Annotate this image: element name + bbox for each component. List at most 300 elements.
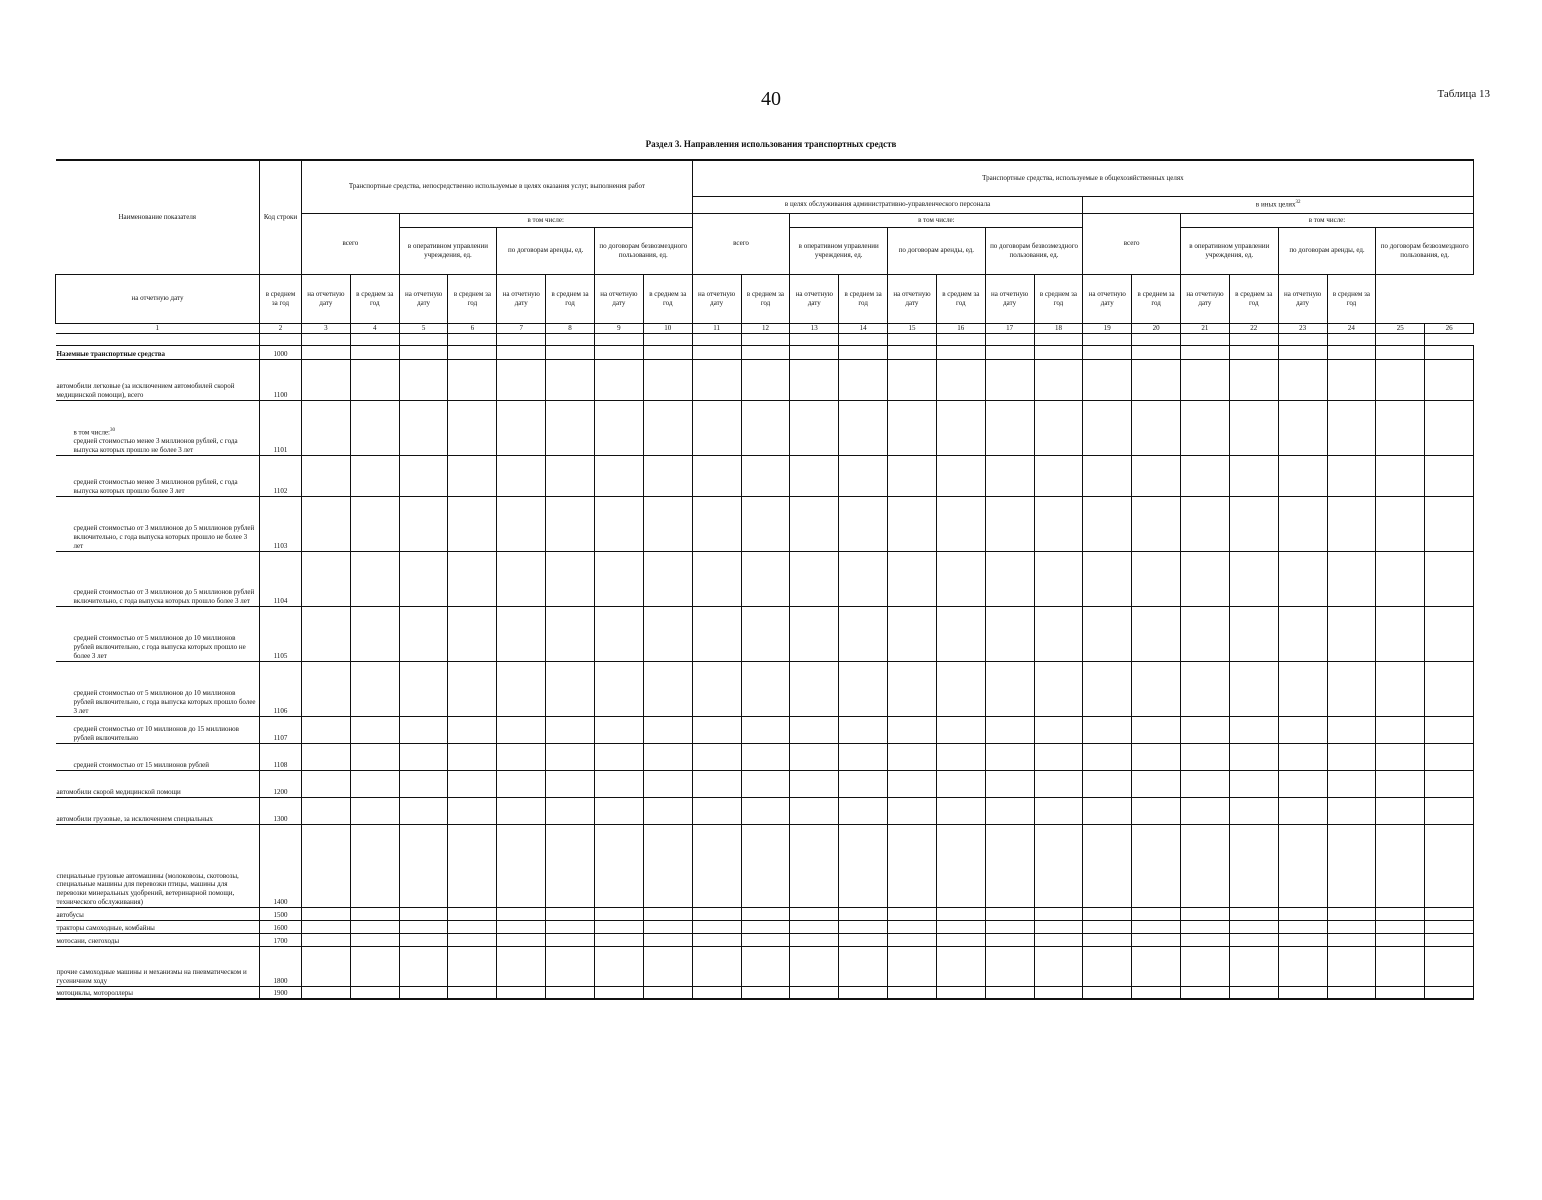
value-cell[interactable] bbox=[1034, 770, 1083, 797]
value-cell[interactable] bbox=[1376, 359, 1425, 400]
value-cell[interactable] bbox=[790, 496, 839, 551]
value-cell[interactable] bbox=[985, 455, 1034, 496]
value-cell[interactable] bbox=[350, 661, 399, 716]
value-cell[interactable] bbox=[888, 946, 937, 986]
value-cell[interactable] bbox=[1327, 933, 1376, 946]
value-cell[interactable] bbox=[985, 359, 1034, 400]
value-cell[interactable] bbox=[497, 907, 546, 920]
value-cell[interactable] bbox=[888, 743, 937, 770]
value-cell[interactable] bbox=[302, 606, 351, 661]
value-cell[interactable] bbox=[643, 770, 692, 797]
value-cell[interactable] bbox=[839, 933, 888, 946]
value-cell[interactable] bbox=[643, 400, 692, 455]
value-cell[interactable] bbox=[497, 920, 546, 933]
value-cell[interactable] bbox=[546, 946, 595, 986]
value-cell[interactable] bbox=[546, 400, 595, 455]
value-cell[interactable] bbox=[399, 907, 448, 920]
value-cell[interactable] bbox=[497, 743, 546, 770]
value-cell[interactable] bbox=[594, 400, 643, 455]
value-cell[interactable] bbox=[1034, 907, 1083, 920]
value-cell[interactable] bbox=[888, 455, 937, 496]
value-cell[interactable] bbox=[985, 496, 1034, 551]
value-cell[interactable] bbox=[1376, 496, 1425, 551]
value-cell[interactable] bbox=[790, 345, 839, 359]
value-cell[interactable] bbox=[643, 551, 692, 606]
value-cell[interactable] bbox=[839, 661, 888, 716]
value-cell[interactable] bbox=[399, 743, 448, 770]
value-cell[interactable] bbox=[741, 907, 790, 920]
value-cell[interactable] bbox=[1181, 551, 1230, 606]
value-cell[interactable] bbox=[1376, 743, 1425, 770]
value-cell[interactable] bbox=[1327, 986, 1376, 999]
value-cell[interactable] bbox=[1181, 716, 1230, 743]
value-cell[interactable] bbox=[546, 606, 595, 661]
value-cell[interactable] bbox=[741, 743, 790, 770]
value-cell[interactable] bbox=[936, 770, 985, 797]
value-cell[interactable] bbox=[1083, 933, 1132, 946]
value-cell[interactable] bbox=[497, 946, 546, 986]
value-cell[interactable] bbox=[1181, 455, 1230, 496]
value-cell[interactable] bbox=[546, 920, 595, 933]
value-cell[interactable] bbox=[1425, 455, 1474, 496]
value-cell[interactable] bbox=[839, 770, 888, 797]
value-cell[interactable] bbox=[936, 455, 985, 496]
value-cell[interactable] bbox=[1425, 743, 1474, 770]
value-cell[interactable] bbox=[1327, 770, 1376, 797]
value-cell[interactable] bbox=[985, 920, 1034, 933]
value-cell[interactable] bbox=[448, 400, 497, 455]
value-cell[interactable] bbox=[1181, 345, 1230, 359]
value-cell[interactable] bbox=[741, 345, 790, 359]
value-cell[interactable] bbox=[741, 661, 790, 716]
value-cell[interactable] bbox=[1278, 551, 1327, 606]
value-cell[interactable] bbox=[790, 920, 839, 933]
value-cell[interactable] bbox=[888, 400, 937, 455]
value-cell[interactable] bbox=[692, 551, 741, 606]
value-cell[interactable] bbox=[1181, 824, 1230, 907]
value-cell[interactable] bbox=[497, 986, 546, 999]
value-cell[interactable] bbox=[546, 907, 595, 920]
value-cell[interactable] bbox=[1229, 716, 1278, 743]
value-cell[interactable] bbox=[888, 496, 937, 551]
value-cell[interactable] bbox=[692, 770, 741, 797]
value-cell[interactable] bbox=[790, 770, 839, 797]
value-cell[interactable] bbox=[985, 345, 1034, 359]
value-cell[interactable] bbox=[546, 933, 595, 946]
value-cell[interactable] bbox=[1327, 359, 1376, 400]
value-cell[interactable] bbox=[350, 933, 399, 946]
value-cell[interactable] bbox=[1034, 455, 1083, 496]
value-cell[interactable] bbox=[302, 743, 351, 770]
value-cell[interactable] bbox=[399, 933, 448, 946]
value-cell[interactable] bbox=[888, 661, 937, 716]
value-cell[interactable] bbox=[1181, 933, 1230, 946]
value-cell[interactable] bbox=[497, 400, 546, 455]
value-cell[interactable] bbox=[302, 770, 351, 797]
value-cell[interactable] bbox=[302, 824, 351, 907]
value-cell[interactable] bbox=[1034, 933, 1083, 946]
value-cell[interactable] bbox=[1229, 920, 1278, 933]
value-cell[interactable] bbox=[839, 824, 888, 907]
value-cell[interactable] bbox=[594, 551, 643, 606]
value-cell[interactable] bbox=[1034, 797, 1083, 824]
value-cell[interactable] bbox=[350, 606, 399, 661]
value-cell[interactable] bbox=[643, 455, 692, 496]
value-cell[interactable] bbox=[985, 743, 1034, 770]
value-cell[interactable] bbox=[790, 797, 839, 824]
value-cell[interactable] bbox=[1034, 551, 1083, 606]
value-cell[interactable] bbox=[350, 907, 399, 920]
value-cell[interactable] bbox=[594, 606, 643, 661]
value-cell[interactable] bbox=[546, 716, 595, 743]
value-cell[interactable] bbox=[643, 824, 692, 907]
value-cell[interactable] bbox=[1425, 716, 1474, 743]
value-cell[interactable] bbox=[546, 986, 595, 999]
value-cell[interactable] bbox=[350, 797, 399, 824]
value-cell[interactable] bbox=[497, 661, 546, 716]
value-cell[interactable] bbox=[399, 400, 448, 455]
value-cell[interactable] bbox=[839, 946, 888, 986]
value-cell[interactable] bbox=[1327, 400, 1376, 455]
value-cell[interactable] bbox=[985, 661, 1034, 716]
value-cell[interactable] bbox=[1376, 606, 1425, 661]
value-cell[interactable] bbox=[790, 551, 839, 606]
value-cell[interactable] bbox=[302, 920, 351, 933]
value-cell[interactable] bbox=[790, 933, 839, 946]
value-cell[interactable] bbox=[1132, 345, 1181, 359]
value-cell[interactable] bbox=[985, 824, 1034, 907]
value-cell[interactable] bbox=[643, 716, 692, 743]
value-cell[interactable] bbox=[888, 345, 937, 359]
value-cell[interactable] bbox=[692, 824, 741, 907]
value-cell[interactable] bbox=[1278, 716, 1327, 743]
value-cell[interactable] bbox=[302, 551, 351, 606]
value-cell[interactable] bbox=[1034, 661, 1083, 716]
value-cell[interactable] bbox=[643, 606, 692, 661]
value-cell[interactable] bbox=[399, 455, 448, 496]
value-cell[interactable] bbox=[1278, 455, 1327, 496]
value-cell[interactable] bbox=[1278, 986, 1327, 999]
value-cell[interactable] bbox=[448, 986, 497, 999]
value-cell[interactable] bbox=[302, 946, 351, 986]
value-cell[interactable] bbox=[546, 661, 595, 716]
value-cell[interactable] bbox=[302, 716, 351, 743]
value-cell[interactable] bbox=[1132, 920, 1181, 933]
value-cell[interactable] bbox=[1278, 824, 1327, 907]
value-cell[interactable] bbox=[399, 661, 448, 716]
value-cell[interactable] bbox=[1083, 716, 1132, 743]
value-cell[interactable] bbox=[546, 743, 595, 770]
value-cell[interactable] bbox=[936, 551, 985, 606]
value-cell[interactable] bbox=[497, 496, 546, 551]
value-cell[interactable] bbox=[1425, 933, 1474, 946]
value-cell[interactable] bbox=[302, 496, 351, 551]
value-cell[interactable] bbox=[692, 345, 741, 359]
value-cell[interactable] bbox=[643, 661, 692, 716]
value-cell[interactable] bbox=[594, 920, 643, 933]
value-cell[interactable] bbox=[497, 716, 546, 743]
value-cell[interactable] bbox=[1278, 907, 1327, 920]
value-cell[interactable] bbox=[1083, 400, 1132, 455]
value-cell[interactable] bbox=[594, 661, 643, 716]
value-cell[interactable] bbox=[936, 907, 985, 920]
value-cell[interactable] bbox=[448, 920, 497, 933]
value-cell[interactable] bbox=[350, 824, 399, 907]
value-cell[interactable] bbox=[448, 716, 497, 743]
value-cell[interactable] bbox=[985, 770, 1034, 797]
value-cell[interactable] bbox=[1376, 400, 1425, 455]
value-cell[interactable] bbox=[1376, 946, 1425, 986]
value-cell[interactable] bbox=[1425, 946, 1474, 986]
value-cell[interactable] bbox=[350, 770, 399, 797]
value-cell[interactable] bbox=[1034, 824, 1083, 907]
value-cell[interactable] bbox=[643, 920, 692, 933]
value-cell[interactable] bbox=[350, 455, 399, 496]
value-cell[interactable] bbox=[1327, 824, 1376, 907]
value-cell[interactable] bbox=[546, 797, 595, 824]
value-cell[interactable] bbox=[399, 770, 448, 797]
value-cell[interactable] bbox=[1425, 986, 1474, 999]
value-cell[interactable] bbox=[1327, 946, 1376, 986]
value-cell[interactable] bbox=[985, 986, 1034, 999]
value-cell[interactable] bbox=[1132, 716, 1181, 743]
value-cell[interactable] bbox=[1034, 345, 1083, 359]
value-cell[interactable] bbox=[546, 496, 595, 551]
value-cell[interactable] bbox=[1278, 933, 1327, 946]
value-cell[interactable] bbox=[1132, 986, 1181, 999]
value-cell[interactable] bbox=[1132, 359, 1181, 400]
value-cell[interactable] bbox=[1425, 345, 1474, 359]
value-cell[interactable] bbox=[1229, 551, 1278, 606]
value-cell[interactable] bbox=[643, 743, 692, 770]
value-cell[interactable] bbox=[1132, 933, 1181, 946]
value-cell[interactable] bbox=[594, 824, 643, 907]
value-cell[interactable] bbox=[1034, 496, 1083, 551]
value-cell[interactable] bbox=[546, 359, 595, 400]
value-cell[interactable] bbox=[1229, 743, 1278, 770]
value-cell[interactable] bbox=[594, 743, 643, 770]
value-cell[interactable] bbox=[302, 455, 351, 496]
value-cell[interactable] bbox=[1083, 661, 1132, 716]
value-cell[interactable] bbox=[497, 551, 546, 606]
value-cell[interactable] bbox=[936, 606, 985, 661]
value-cell[interactable] bbox=[399, 359, 448, 400]
value-cell[interactable] bbox=[1327, 661, 1376, 716]
value-cell[interactable] bbox=[399, 946, 448, 986]
value-cell[interactable] bbox=[1083, 551, 1132, 606]
value-cell[interactable] bbox=[1376, 824, 1425, 907]
value-cell[interactable] bbox=[1132, 824, 1181, 907]
value-cell[interactable] bbox=[692, 797, 741, 824]
value-cell[interactable] bbox=[1376, 716, 1425, 743]
value-cell[interactable] bbox=[936, 400, 985, 455]
value-cell[interactable] bbox=[1083, 907, 1132, 920]
value-cell[interactable] bbox=[546, 551, 595, 606]
value-cell[interactable] bbox=[497, 933, 546, 946]
value-cell[interactable] bbox=[1083, 743, 1132, 770]
value-cell[interactable] bbox=[839, 797, 888, 824]
value-cell[interactable] bbox=[350, 946, 399, 986]
value-cell[interactable] bbox=[1327, 797, 1376, 824]
value-cell[interactable] bbox=[692, 661, 741, 716]
value-cell[interactable] bbox=[741, 606, 790, 661]
value-cell[interactable] bbox=[1425, 797, 1474, 824]
value-cell[interactable] bbox=[692, 743, 741, 770]
value-cell[interactable] bbox=[399, 716, 448, 743]
value-cell[interactable] bbox=[936, 986, 985, 999]
value-cell[interactable] bbox=[643, 986, 692, 999]
value-cell[interactable] bbox=[448, 743, 497, 770]
value-cell[interactable] bbox=[692, 455, 741, 496]
value-cell[interactable] bbox=[741, 496, 790, 551]
value-cell[interactable] bbox=[594, 770, 643, 797]
value-cell[interactable] bbox=[399, 797, 448, 824]
value-cell[interactable] bbox=[350, 359, 399, 400]
value-cell[interactable] bbox=[643, 907, 692, 920]
value-cell[interactable] bbox=[1327, 920, 1376, 933]
value-cell[interactable] bbox=[888, 920, 937, 933]
value-cell[interactable] bbox=[741, 551, 790, 606]
value-cell[interactable] bbox=[1034, 920, 1083, 933]
value-cell[interactable] bbox=[790, 986, 839, 999]
value-cell[interactable] bbox=[1132, 770, 1181, 797]
value-cell[interactable] bbox=[1229, 345, 1278, 359]
value-cell[interactable] bbox=[448, 606, 497, 661]
value-cell[interactable] bbox=[1132, 606, 1181, 661]
value-cell[interactable] bbox=[1327, 743, 1376, 770]
value-cell[interactable] bbox=[1181, 359, 1230, 400]
value-cell[interactable] bbox=[692, 716, 741, 743]
value-cell[interactable] bbox=[448, 455, 497, 496]
value-cell[interactable] bbox=[741, 824, 790, 907]
value-cell[interactable] bbox=[448, 770, 497, 797]
value-cell[interactable] bbox=[399, 551, 448, 606]
value-cell[interactable] bbox=[1229, 455, 1278, 496]
value-cell[interactable] bbox=[936, 946, 985, 986]
value-cell[interactable] bbox=[546, 345, 595, 359]
value-cell[interactable] bbox=[1132, 743, 1181, 770]
value-cell[interactable] bbox=[1132, 907, 1181, 920]
value-cell[interactable] bbox=[1327, 496, 1376, 551]
value-cell[interactable] bbox=[741, 359, 790, 400]
value-cell[interactable] bbox=[839, 920, 888, 933]
value-cell[interactable] bbox=[448, 946, 497, 986]
value-cell[interactable] bbox=[1278, 661, 1327, 716]
value-cell[interactable] bbox=[399, 606, 448, 661]
value-cell[interactable] bbox=[1034, 986, 1083, 999]
value-cell[interactable] bbox=[546, 455, 595, 496]
value-cell[interactable] bbox=[302, 986, 351, 999]
value-cell[interactable] bbox=[692, 946, 741, 986]
value-cell[interactable] bbox=[594, 797, 643, 824]
value-cell[interactable] bbox=[1181, 986, 1230, 999]
value-cell[interactable] bbox=[1132, 797, 1181, 824]
value-cell[interactable] bbox=[448, 907, 497, 920]
value-cell[interactable] bbox=[741, 716, 790, 743]
value-cell[interactable] bbox=[1132, 551, 1181, 606]
value-cell[interactable] bbox=[1425, 359, 1474, 400]
value-cell[interactable] bbox=[839, 345, 888, 359]
value-cell[interactable] bbox=[350, 496, 399, 551]
value-cell[interactable] bbox=[1229, 986, 1278, 999]
value-cell[interactable] bbox=[448, 661, 497, 716]
value-cell[interactable] bbox=[448, 496, 497, 551]
value-cell[interactable] bbox=[1034, 743, 1083, 770]
value-cell[interactable] bbox=[839, 716, 888, 743]
value-cell[interactable] bbox=[1083, 986, 1132, 999]
value-cell[interactable] bbox=[936, 345, 985, 359]
value-cell[interactable] bbox=[1229, 907, 1278, 920]
value-cell[interactable] bbox=[790, 824, 839, 907]
value-cell[interactable] bbox=[839, 359, 888, 400]
value-cell[interactable] bbox=[546, 824, 595, 907]
value-cell[interactable] bbox=[1083, 606, 1132, 661]
value-cell[interactable] bbox=[1083, 824, 1132, 907]
value-cell[interactable] bbox=[350, 345, 399, 359]
value-cell[interactable] bbox=[985, 797, 1034, 824]
value-cell[interactable] bbox=[302, 933, 351, 946]
value-cell[interactable] bbox=[350, 986, 399, 999]
value-cell[interactable] bbox=[888, 606, 937, 661]
value-cell[interactable] bbox=[888, 551, 937, 606]
value-cell[interactable] bbox=[936, 797, 985, 824]
value-cell[interactable] bbox=[1181, 797, 1230, 824]
value-cell[interactable] bbox=[1229, 606, 1278, 661]
value-cell[interactable] bbox=[1181, 743, 1230, 770]
value-cell[interactable] bbox=[302, 345, 351, 359]
value-cell[interactable] bbox=[302, 661, 351, 716]
value-cell[interactable] bbox=[985, 606, 1034, 661]
value-cell[interactable] bbox=[497, 770, 546, 797]
value-cell[interactable] bbox=[888, 986, 937, 999]
value-cell[interactable] bbox=[888, 824, 937, 907]
value-cell[interactable] bbox=[350, 551, 399, 606]
value-cell[interactable] bbox=[594, 359, 643, 400]
value-cell[interactable] bbox=[888, 359, 937, 400]
value-cell[interactable] bbox=[1425, 606, 1474, 661]
value-cell[interactable] bbox=[1229, 824, 1278, 907]
value-cell[interactable] bbox=[839, 400, 888, 455]
value-cell[interactable] bbox=[448, 824, 497, 907]
value-cell[interactable] bbox=[936, 661, 985, 716]
value-cell[interactable] bbox=[448, 797, 497, 824]
value-cell[interactable] bbox=[594, 345, 643, 359]
value-cell[interactable] bbox=[1376, 920, 1425, 933]
value-cell[interactable] bbox=[692, 920, 741, 933]
value-cell[interactable] bbox=[1229, 946, 1278, 986]
value-cell[interactable] bbox=[1327, 345, 1376, 359]
value-cell[interactable] bbox=[643, 797, 692, 824]
value-cell[interactable] bbox=[936, 933, 985, 946]
value-cell[interactable] bbox=[497, 797, 546, 824]
value-cell[interactable] bbox=[1083, 359, 1132, 400]
value-cell[interactable] bbox=[1376, 770, 1425, 797]
value-cell[interactable] bbox=[594, 716, 643, 743]
value-cell[interactable] bbox=[1181, 661, 1230, 716]
value-cell[interactable] bbox=[741, 986, 790, 999]
value-cell[interactable] bbox=[839, 551, 888, 606]
value-cell[interactable] bbox=[399, 824, 448, 907]
value-cell[interactable] bbox=[692, 933, 741, 946]
value-cell[interactable] bbox=[1278, 400, 1327, 455]
value-cell[interactable] bbox=[1327, 551, 1376, 606]
value-cell[interactable] bbox=[1083, 946, 1132, 986]
value-cell[interactable] bbox=[985, 907, 1034, 920]
value-cell[interactable] bbox=[448, 551, 497, 606]
value-cell[interactable] bbox=[1132, 400, 1181, 455]
value-cell[interactable] bbox=[1376, 551, 1425, 606]
value-cell[interactable] bbox=[692, 400, 741, 455]
